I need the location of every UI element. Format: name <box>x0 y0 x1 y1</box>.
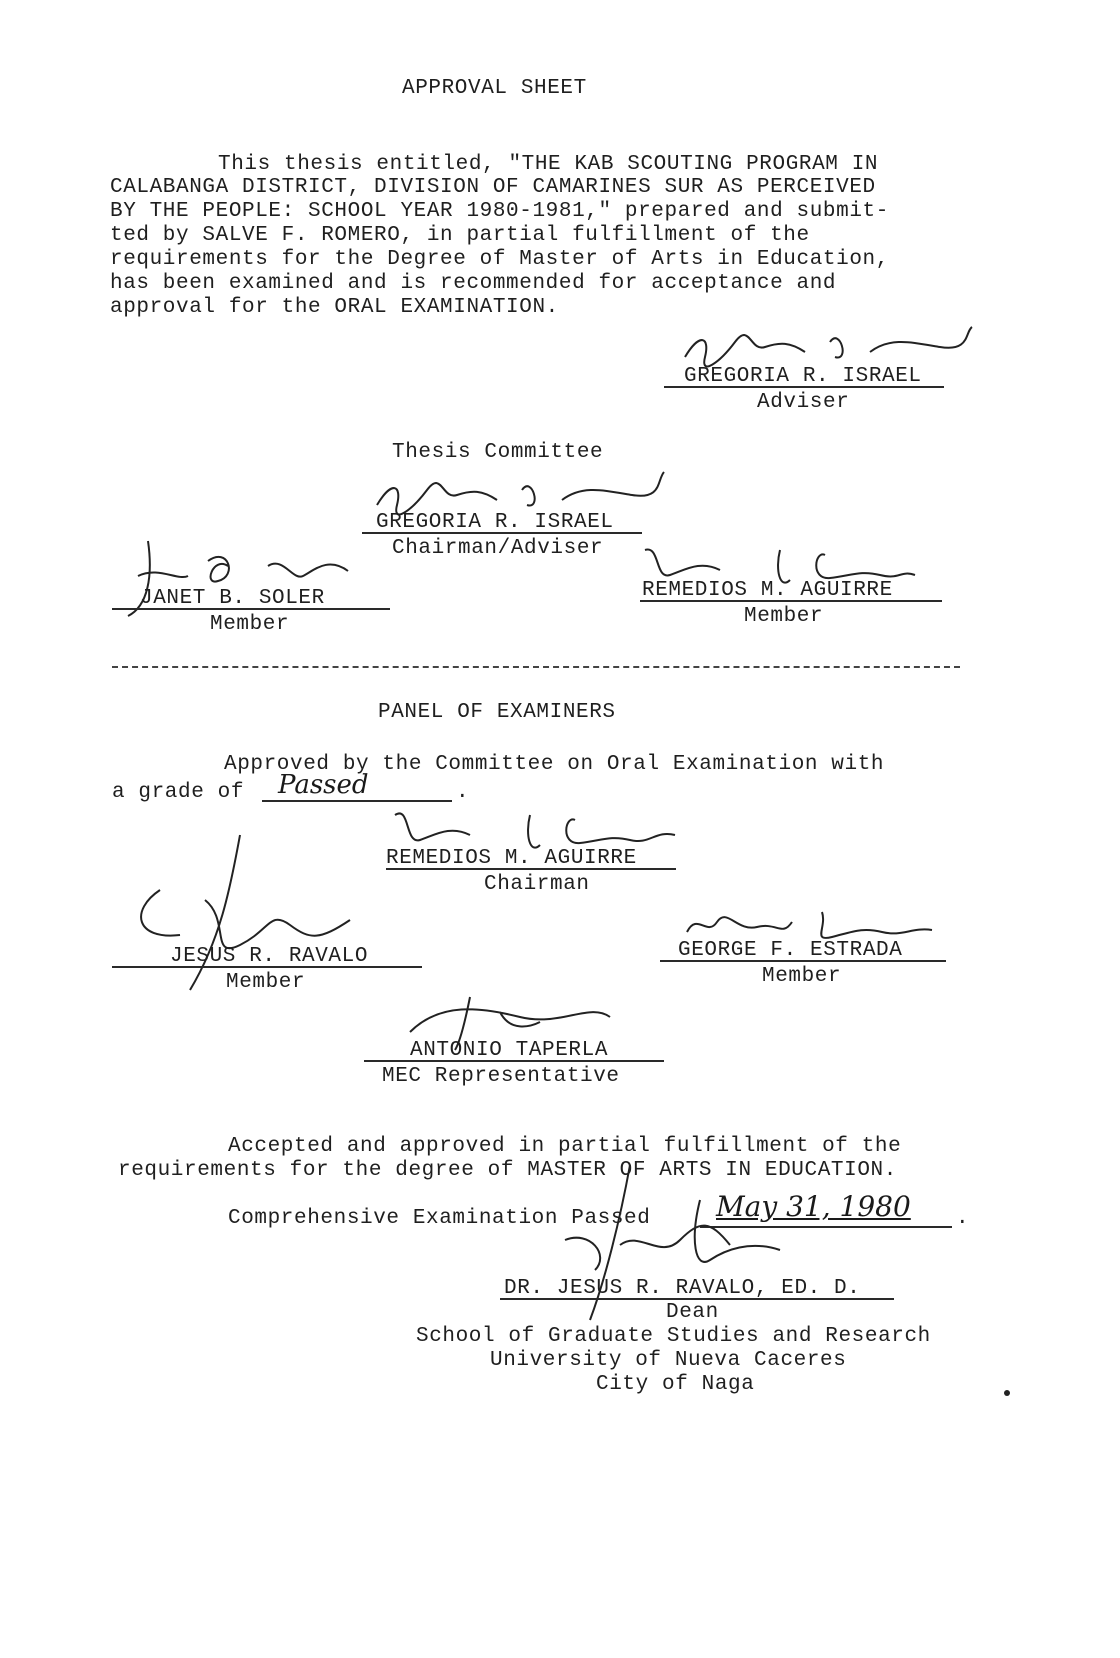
section-divider <box>112 666 960 668</box>
margin-dot <box>1004 1390 1010 1396</box>
intro-line: ted by SALVE F. ROMERO, in partial fulfillment of the <box>110 224 810 247</box>
panel-chairman-name: REMEDIOS M. AGUIRRE <box>386 847 637 870</box>
dean-school: School of Graduate Studies and Research <box>416 1325 931 1348</box>
dean-role: Dean <box>666 1301 719 1324</box>
committee-member-left-role: Member <box>210 613 290 636</box>
mec-rep-name: ANTONIO TAPERLA <box>410 1039 609 1062</box>
intro-line: CALABANGA DISTRICT, DIVISION OF CAMARINES SUR AS PERCEIVED <box>110 176 876 199</box>
adviser-name: GREGORIA R. ISRAEL <box>684 365 922 388</box>
dean-name: DR. JESUS R. RAVALO, ED. D. <box>504 1277 861 1300</box>
committee-chairman-name: GREGORIA R. ISRAEL <box>376 511 614 534</box>
panel-heading: PANEL OF EXAMINERS <box>378 701 616 724</box>
panel-member-right-name: GEORGE F. ESTRADA <box>678 939 903 962</box>
dean-university: University of Nueva Caceres <box>490 1349 847 1372</box>
grade-value: Passed <box>278 770 369 800</box>
panel-chairman-role: Chairman <box>484 873 590 896</box>
intro-line: has been examined and is recommended for acceptance and <box>110 272 837 295</box>
adviser-role: Adviser <box>757 391 850 414</box>
panel-grade-label: a grade of <box>112 781 245 804</box>
comp-exam-period: . <box>956 1207 970 1230</box>
panel-member-right-role: Member <box>762 965 842 988</box>
committee-member-right-name: REMEDIOS M. AGUIRRE <box>642 579 893 602</box>
panel-member-left-role: Member <box>226 971 306 994</box>
acceptance-line: requirements for the degree of MASTER OF ARTS IN EDUCATION. <box>118 1159 897 1182</box>
comp-exam-date: May 31, 1980 <box>716 1190 911 1223</box>
committee-chairman-role: Chairman/Adviser <box>392 537 604 560</box>
panel-approved-line: Approved by the Committee on Oral Examination with <box>224 753 885 776</box>
panel-member-left-name: JESUS R. RAVALO <box>170 945 369 968</box>
committee-member-left-name: JANET B. SOLER <box>140 587 325 610</box>
committee-member-right-role: Member <box>744 605 824 628</box>
acceptance-line: Accepted and approved in partial fulfillment of the <box>228 1135 902 1158</box>
intro-line: requirements for the Degree of Master of Arts in Education, <box>110 248 889 271</box>
page-title: APPROVAL SHEET <box>402 77 587 100</box>
comp-exam-label: Comprehensive Examination Passed <box>228 1207 651 1230</box>
grade-period: . <box>456 781 470 804</box>
intro-line: BY THE PEOPLE: SCHOOL YEAR 1980-1981," prepared and submit- <box>110 200 889 223</box>
committee-heading: Thesis Committee <box>392 441 604 464</box>
intro-line: This thesis entitled, "THE KAB SCOUTING PROGRAM IN <box>218 153 879 176</box>
dean-city: City of Naga <box>596 1373 755 1396</box>
mec-rep-role: MEC Representative <box>382 1065 620 1088</box>
intro-line: approval for the ORAL EXAMINATION. <box>110 296 559 319</box>
